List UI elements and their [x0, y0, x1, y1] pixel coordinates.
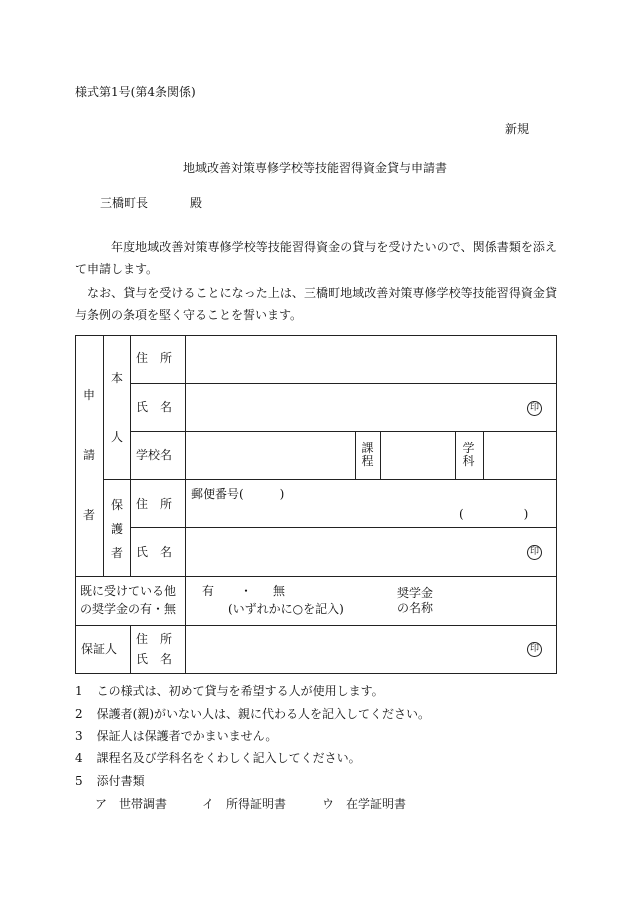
name-label: 氏 名 [136, 400, 173, 414]
note-item [75, 775, 145, 787]
guardian-char: 者 [110, 546, 123, 560]
applicant-char: 請 [82, 448, 95, 462]
no-option: 無 [273, 584, 286, 598]
table-line [130, 383, 557, 384]
seal-icon: 印 [527, 401, 542, 416]
note-item [75, 708, 430, 720]
scholarship-name-label-1: 奨学金 [397, 586, 434, 600]
table-line [380, 431, 381, 479]
table-line [75, 576, 557, 577]
self-char: 本 [110, 371, 123, 385]
note-item [75, 730, 277, 742]
note-item [75, 685, 384, 697]
table-line [130, 335, 131, 576]
note-number: 1 [75, 684, 83, 698]
guarantor-address-label: 住 所 [136, 632, 173, 646]
yes-option: 有 [202, 584, 215, 598]
seal-icon: 印 [527, 642, 542, 657]
address-label: 住 所 [136, 351, 173, 365]
other-scholarship-label-2: の奨学金の有・無 [80, 602, 177, 616]
table-border-right [556, 335, 557, 674]
table-line [130, 527, 557, 528]
circle-instruction: (いずれかに○を記入) [228, 602, 344, 616]
self-char: 人 [110, 430, 123, 444]
table-line [483, 431, 484, 479]
note-number: 3 [75, 729, 83, 743]
note-text: 保護者(親)がいない人は、親に代わる人を記入してください。 [96, 707, 431, 721]
guarantor-name-label: 氏 名 [136, 652, 173, 666]
guardian-char: 保 [110, 498, 123, 512]
table-border-top [75, 335, 557, 336]
school-label: 学校名 [136, 448, 173, 462]
attachment-item: ウ 在学証明書 [322, 797, 407, 811]
form-number: 様式第1号(第4条関係) [75, 85, 196, 99]
subject-label: 学科 [462, 441, 475, 468]
attachment-item: イ 所得証明書 [202, 797, 287, 811]
note-text: 課程名及び学科名をくわしく記入してください。 [96, 751, 361, 765]
table-line [130, 625, 131, 673]
guarantor-label: 保証人 [81, 642, 118, 656]
postal-code-label: 郵便番号( ) [191, 487, 285, 501]
note-number: 2 [75, 707, 83, 721]
new-label: 新規 [505, 122, 530, 136]
note-number: 4 [75, 751, 83, 765]
table-line [130, 431, 557, 432]
applicant-char: 申 [82, 388, 95, 402]
addressee-honorific: 殿 [190, 196, 203, 210]
table-line [185, 335, 186, 673]
paragraph-2 [75, 282, 557, 326]
table-border-bottom [75, 673, 557, 674]
course-label: 課程 [361, 441, 374, 468]
phone-paren: ( ) [459, 507, 529, 521]
form-title: 地域改善対策専修学校等技能習得資金貸与申請書 [182, 161, 447, 175]
table-line [103, 479, 557, 480]
table-line [455, 431, 456, 479]
note-item [75, 752, 361, 764]
note-text: 保証人は保護者でかまいません。 [96, 729, 278, 743]
table-line [355, 431, 356, 479]
paragraph-1-text: 年度地域改善対策専修学校等技能習得資金の貸与を受けたいので、関係書類を添えて申請します。 [75, 240, 557, 276]
paragraph-2-text: なお、貸与を受けることになった上は、三橋町地域改善対策専修学校等技能習得資金貸与条例の条項を堅く守ることを誓います。 [75, 286, 557, 322]
applicant-char: 者 [82, 508, 95, 522]
separator-dot: ・ [240, 584, 253, 598]
scholarship-name-label-2: の名称 [397, 601, 434, 615]
note-number: 5 [75, 774, 83, 788]
table-border-left [75, 335, 76, 674]
seal-icon: 印 [527, 545, 542, 560]
table-line [75, 625, 557, 626]
guardian-char: 護 [110, 522, 123, 536]
paragraph-1 [75, 236, 557, 280]
guardian-name-label: 氏 名 [136, 545, 173, 559]
attachment-item: ア 世帯調書 [95, 797, 168, 811]
guardian-address-label: 住 所 [136, 497, 173, 511]
other-scholarship-label-1: 既に受けている他 [80, 584, 177, 598]
note-text: この様式は、初めて貸与を希望する人が使用します。 [96, 684, 384, 698]
table-line [103, 335, 104, 576]
addressee-name: 三橋町長 [100, 196, 149, 210]
note-text: 添付書類 [96, 774, 145, 788]
addressee [100, 197, 202, 209]
